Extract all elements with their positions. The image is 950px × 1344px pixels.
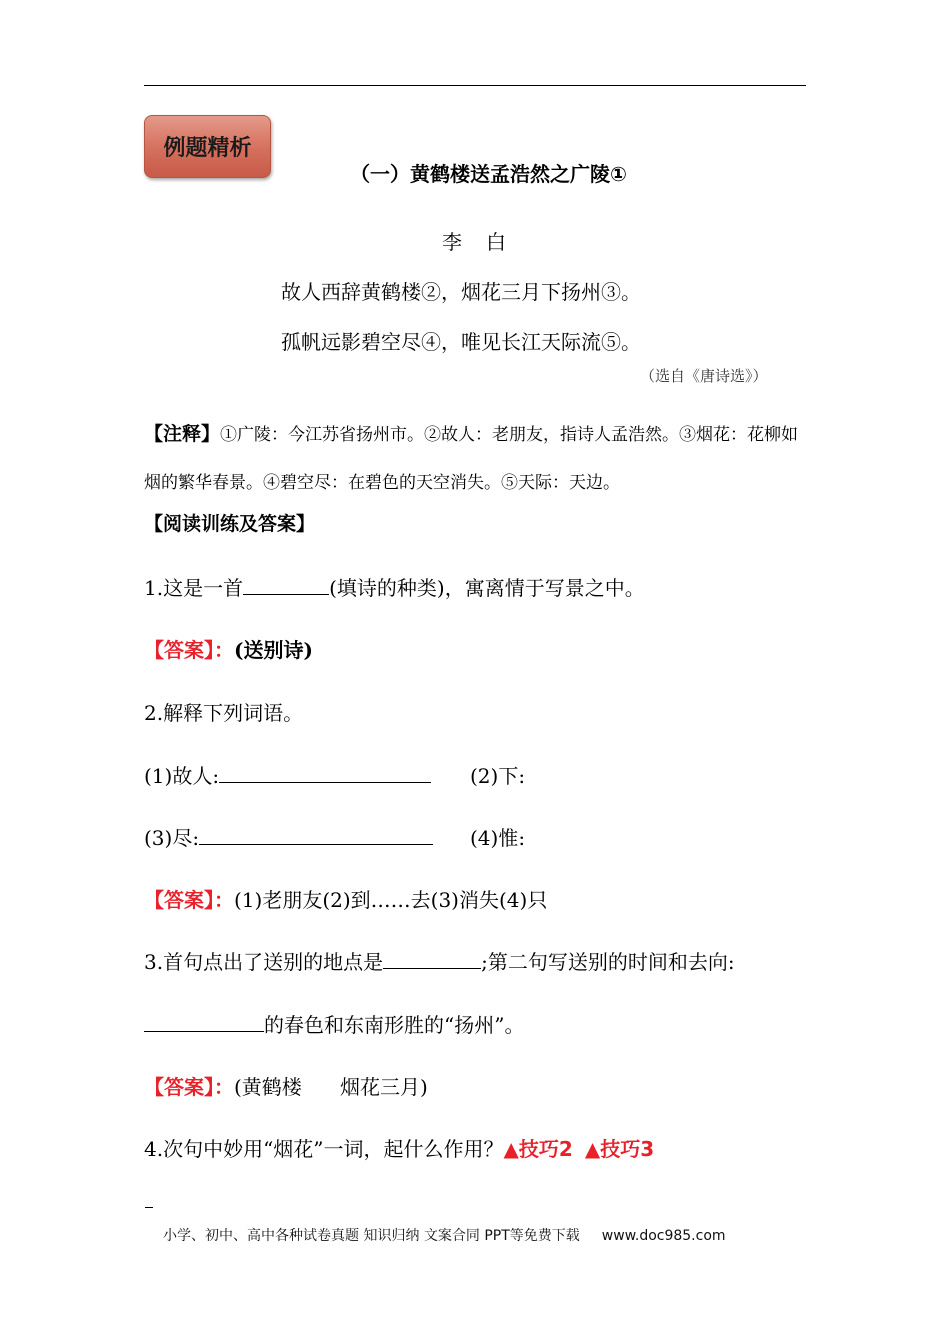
q2-item-1-label: (1)故人: [144, 764, 220, 788]
q1-blank[interactable] [243, 574, 329, 595]
q2-item-3 [144, 822, 433, 851]
answer-label: 【答案】： [144, 888, 234, 912]
footer-text: 小学、初中、高中各种试卷真题 知识归纳 文案合同 PPT等免费下载 [163, 1228, 580, 1244]
footer-dash [145, 1207, 153, 1208]
notes-text: ①广陵：今江苏省扬州市。②故人：老朋友，指诗人孟浩然。③烟花：花柳如烟的繁华春景。④碧空尽：在碧色的天空消失。⑤天际：天边。 [144, 425, 799, 493]
q3-part-1: 3.首句点出了送别的地点是 [144, 950, 384, 974]
author-char-2: 白 [486, 230, 506, 254]
q2-item-4-label: (4)惟: [470, 826, 526, 850]
question-4 [144, 1133, 654, 1162]
footer-url[interactable]: www.doc985.com [601, 1228, 726, 1244]
q3-blank-2[interactable] [144, 1011, 264, 1032]
poem-line-2: 孤帆远影碧空尽④，唯见长江天际流⑤。 [281, 330, 641, 354]
tip-2-label: ▲技巧2 [503, 1137, 573, 1161]
poem-title: （一）黄鹤楼送孟浩然之广陵① [350, 162, 627, 186]
answer-label: 【答案】： [144, 1075, 234, 1099]
q2-item-3-blank[interactable] [199, 824, 433, 845]
answer-3 [144, 1071, 428, 1100]
q2-item-1 [144, 760, 431, 789]
q3-part-2: ;第二句写送别的时间和去向: [481, 950, 735, 974]
question-3-line-1 [144, 946, 735, 975]
top-rule [144, 85, 806, 86]
answer-1 [144, 634, 313, 663]
notes-paragraph [144, 410, 808, 507]
q3-blank-1[interactable] [383, 948, 481, 969]
q2-item-2-label: (2)下: [470, 764, 526, 788]
answer-2-text: (1)老朋友(2)到……去(3)消失(4)只 [234, 888, 548, 912]
poem-source: （选自《唐诗选》） [640, 367, 768, 385]
q1-prefix: 1.这是一首 [144, 576, 244, 600]
author-char-1: 李 [442, 230, 462, 254]
q2-item-1-blank[interactable] [219, 762, 431, 783]
page-footer [163, 1225, 726, 1245]
q1-suffix: (填诗的种类)，寓离情于写景之中。 [329, 576, 645, 600]
poem-author [442, 226, 506, 255]
q4-stem: 4.次句中妙用“烟花”一词，起什么作用？ [144, 1137, 504, 1161]
section-badge: 例题精析 [144, 115, 271, 178]
question-3-line-2 [144, 1009, 524, 1038]
q2-item-3-label: (3)尽: [144, 826, 200, 850]
question-1 [144, 572, 645, 601]
answer-label: 【答案】： [144, 638, 234, 662]
section-heading: 【阅读训练及答案】 [144, 513, 316, 535]
answer-2 [144, 884, 547, 913]
tip-3-label: ▲技巧3 [584, 1137, 655, 1161]
q3-part-3: 的春色和东南形胜的“扬州”。 [264, 1013, 525, 1037]
notes-label: 【注释】 [144, 423, 221, 445]
answer-1-text: (送别诗) [234, 638, 313, 662]
question-2-stem: 2.解释下列词语。 [144, 701, 304, 725]
poem-line-1: 故人西辞黄鹤楼②，烟花三月下扬州③。 [281, 280, 641, 304]
answer-3-text: (黄鹤楼 烟花三月) [234, 1075, 428, 1099]
